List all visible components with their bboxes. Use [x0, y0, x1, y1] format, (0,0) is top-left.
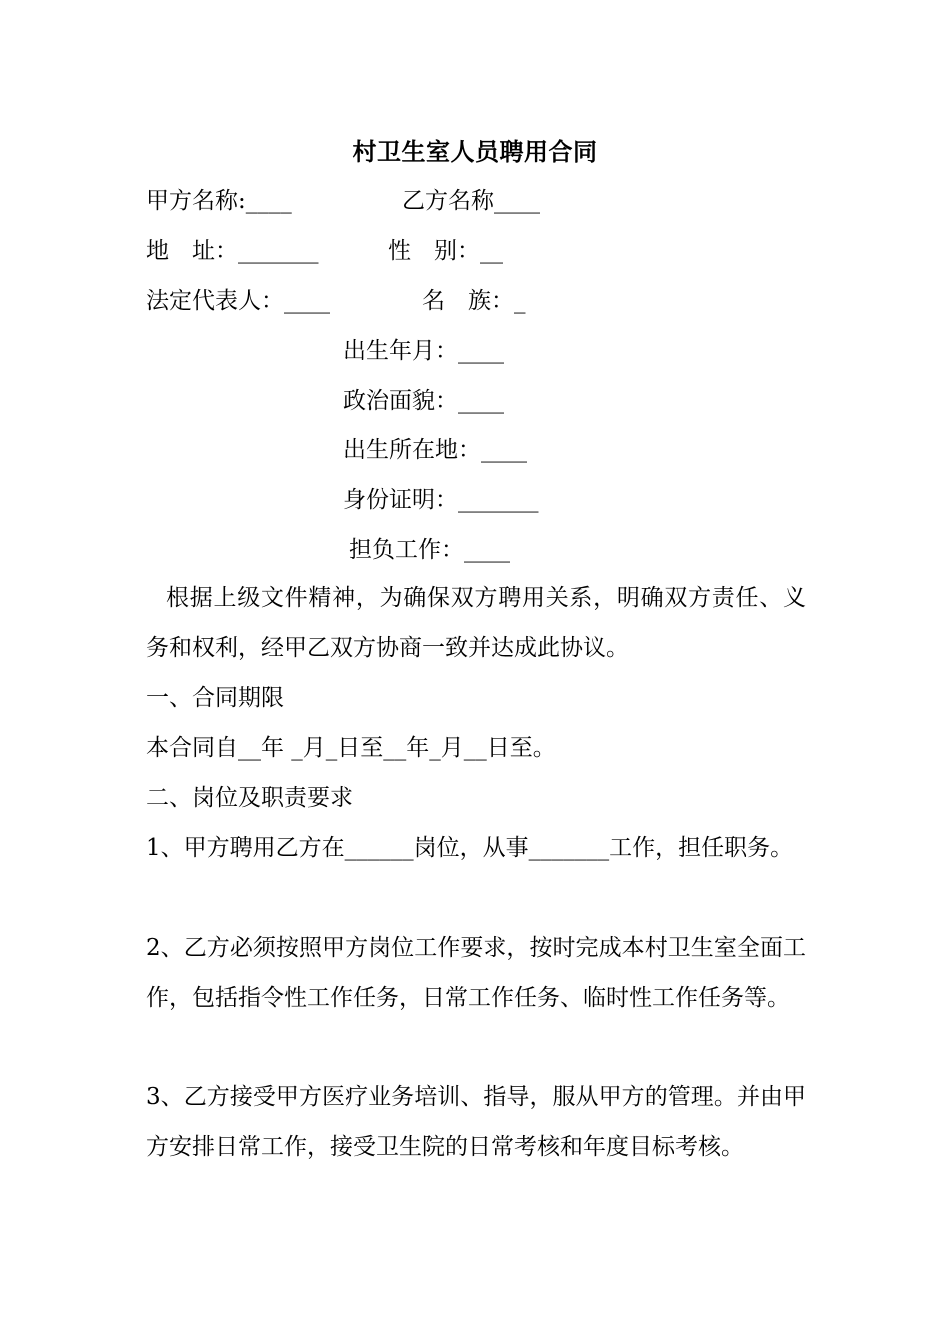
party-b-ethnicity: 名 族：_ — [422, 288, 526, 314]
party-b-gender: 性 别：__ — [388, 238, 503, 264]
party-b-duty: 担负工作：____ — [349, 537, 510, 563]
party-b-birth-date: 出生年月：____ — [343, 338, 504, 364]
clause-2: 2、乙方必须按照甲方岗位工作要求，按时完成本村卫生室全面工作，包括指令性工作任务，日常工作任务、临时性工作任务等。 — [146, 935, 806, 1011]
clause-1: 1、甲方聘用乙方在______岗位，从事_______工作，担任职务。 — [146, 835, 794, 861]
party-a-address: 地 址：_______ — [146, 238, 319, 264]
section-heading-term: 一、合同期限 — [146, 685, 284, 711]
document-title: 村卫生室人员聘用合同 — [352, 137, 598, 166]
party-a-name: 甲方名称:____ — [146, 188, 292, 214]
party-b-name: 乙方名称____ — [402, 188, 540, 214]
clause-3: 3、乙方接受甲方医疗业务培训、指导，服从甲方的管理。并由甲方安排日常工作，接受卫生院的日常考核和年度目标考核。 — [146, 1084, 806, 1160]
party-b-birthplace: 出生所在地：____ — [343, 437, 527, 463]
section-heading-duties: 二、岗位及职责要求 — [146, 785, 353, 811]
intro-paragraph: 根据上级文件精神，为确保双方聘用关系，明确双方责任、义务和权利，经甲乙双方协商一致并达成此协议。 — [146, 585, 806, 661]
party-a-legal-rep: 法定代表人：____ — [146, 288, 330, 314]
contract-term-text: 本合同自__年 _月_日至__年_月__日至。 — [146, 735, 556, 761]
party-b-id: 身份证明：_______ — [343, 487, 539, 513]
party-b-political-status: 政治面貌：____ — [343, 388, 504, 414]
